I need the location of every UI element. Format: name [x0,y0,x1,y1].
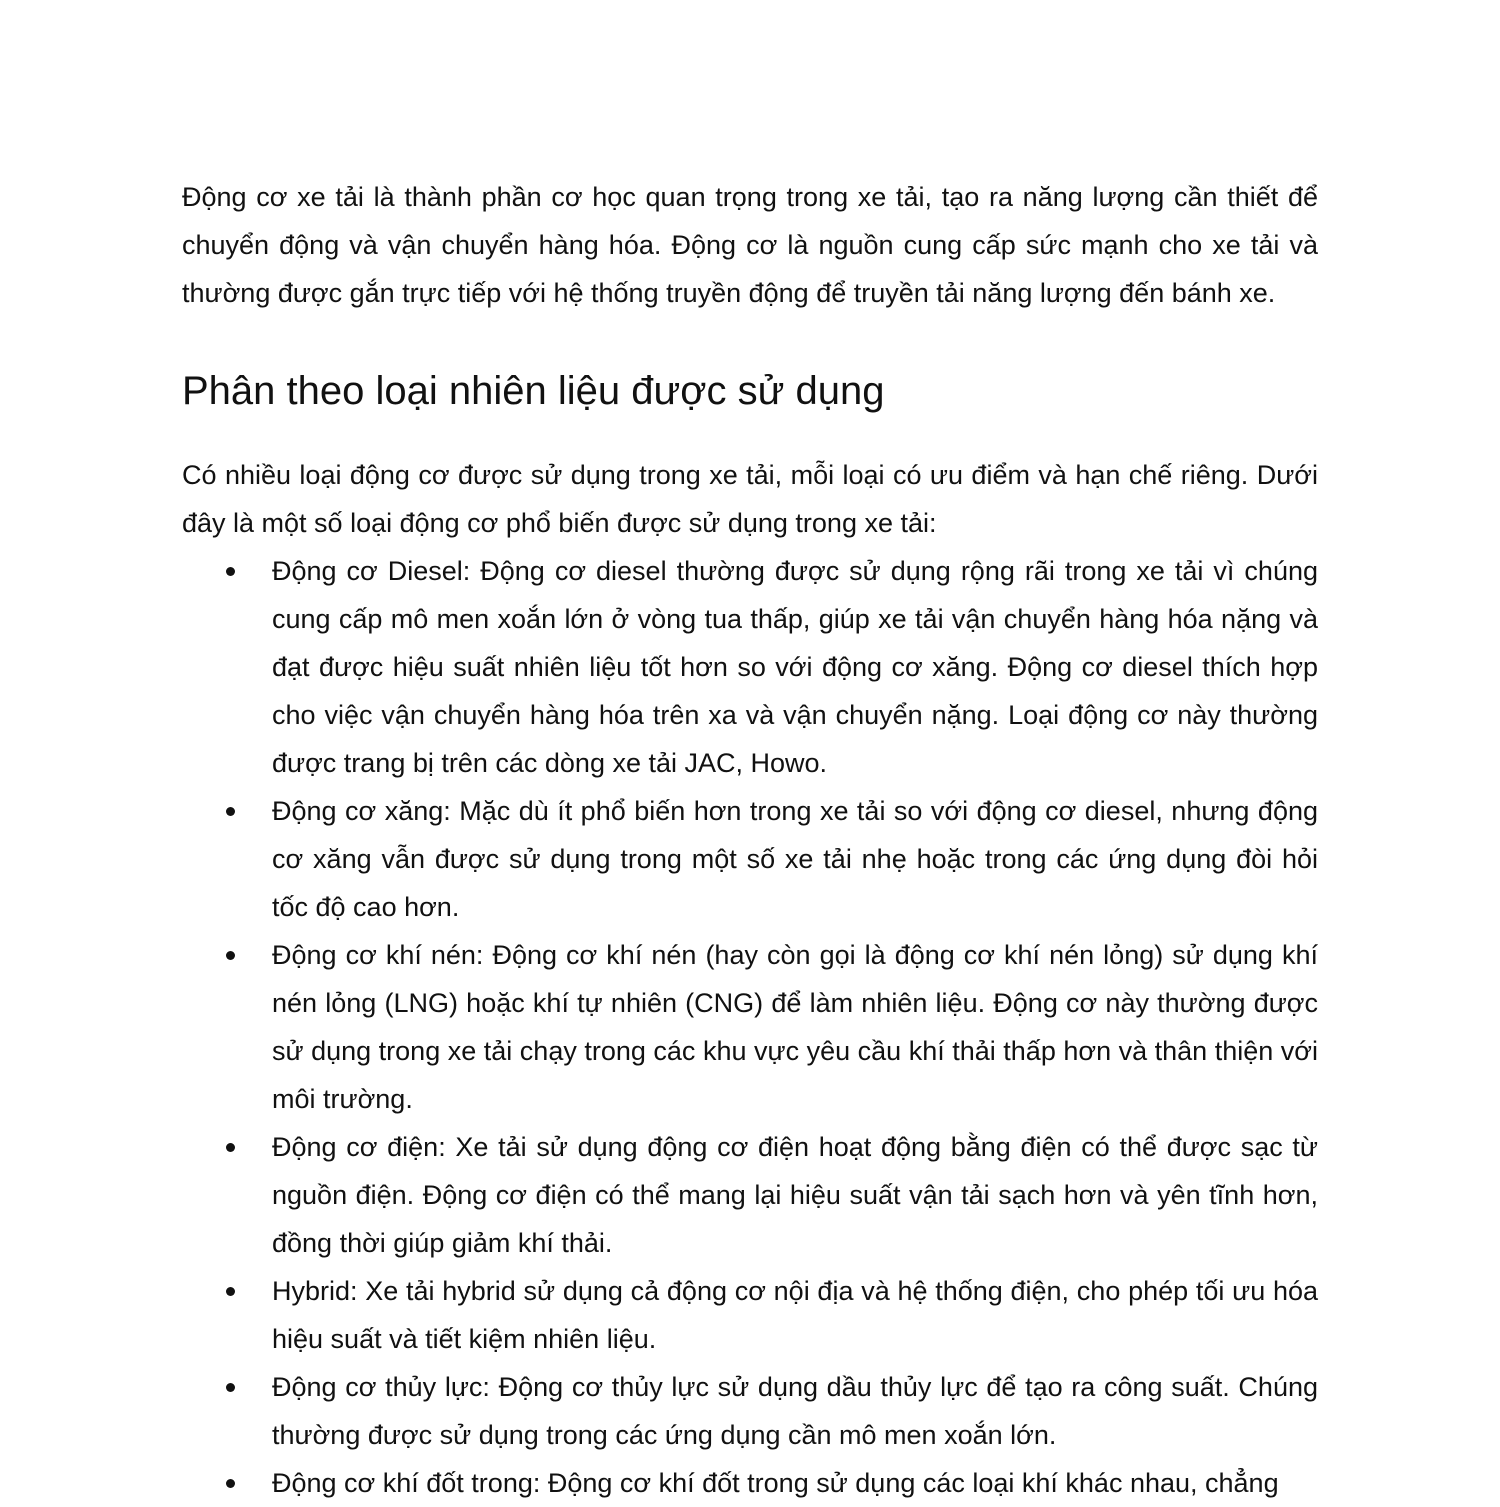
list-item-text: Hybrid: Xe tải hybrid sử dụng cả động cơ nội địa và hệ thống điện, cho phép tối ưu hóa hiệu suất và tiết kiệm nhiên liệu. [272,1276,1318,1354]
document-page [182,173,1318,1507]
bullet-icon [226,1143,235,1152]
intro-paragraph: Động cơ xe tải là thành phần cơ học quan trọng trong xe tải, tạo ra năng lượng cần thiết để chuyển động và vận chuyển hàng hóa. Động cơ là nguồn cung cấp sức mạnh cho xe tải và thường được gắn trực tiếp với hệ thống truyền động để truyền tải năng lượng đến bánh xe. [182,182,1318,308]
list-item [182,787,1318,931]
list-item [182,1123,1318,1267]
bullet-icon [226,1287,235,1296]
list-item [182,1363,1318,1459]
bullet-icon [226,567,235,576]
list-item-text: Động cơ thủy lực: Động cơ thủy lực sử dụng dầu thủy lực để tạo ra công suất. Chúng thường được sử dụng trong các ứng dụng cần mô men xoắn lớn. [272,1372,1318,1450]
list-item-text: Động cơ khí đốt trong: Động cơ khí đốt trong sử dụng các loại khí khác nhau, chẳng [272,1468,1279,1498]
list-item-text: Động cơ khí nén: Động cơ khí nén (hay còn gọi là động cơ khí nén lỏng) sử dụng khí nén lỏng (LNG) hoặc khí tự nhiên (CNG) để làm nhiên liệu. Động cơ này thường được sử dụng trong xe tải chạy trong các khu vực yêu cầu khí thải thấp hơn và thân thiện với môi trường. [272,940,1318,1114]
list-item [182,547,1318,787]
bullet-icon [226,951,235,960]
list-item [182,931,1318,1123]
list-item-text: Động cơ xăng: Mặc dù ít phổ biến hơn trong xe tải so với động cơ diesel, nhưng động cơ xăng vẫn được sử dụng trong một số xe tải nhẹ hoặc trong các ứng dụng đòi hỏi tốc độ cao hơn. [272,796,1318,922]
bullet-icon [226,1383,235,1392]
list-item-text: Động cơ điện: Xe tải sử dụng động cơ điện hoạt động bằng điện có thể được sạc từ nguồn điện. Động cơ điện có thể mang lại hiệu suất vận tải sạch hơn và yên tĩnh hơn, đồng thời giúp giảm khí thải. [272,1132,1318,1258]
bullet-icon [226,1479,235,1488]
list-item-text: Động cơ Diesel: Động cơ diesel thường được sử dụng rộng rãi trong xe tải vì chúng cung cấp mô men xoắn lớn ở vòng tua thấp, giúp xe tải vận chuyển hàng hóa nặng và đạt được hiệu suất nhiên liệu tốt hơn so với động cơ xăng. Động cơ diesel thích hợp cho việc vận chuyển hàng hóa trên xa và vận chuyển nặng. Loại động cơ này thường được trang bị trên các dòng xe tải JAC, Howo. [272,556,1318,778]
engine-type-list [182,547,1318,1507]
section-heading: Phân theo loại nhiên liệu được sử dụng [182,369,885,413]
section-lead-paragraph: Có nhiều loại động cơ được sử dụng trong xe tải, mỗi loại có ưu điểm và hạn chế riêng. Dưới đây là một số loại động cơ phổ biến được sử dụng trong xe tải: [182,460,1318,538]
list-item [182,1267,1318,1363]
bullet-icon [226,807,235,816]
